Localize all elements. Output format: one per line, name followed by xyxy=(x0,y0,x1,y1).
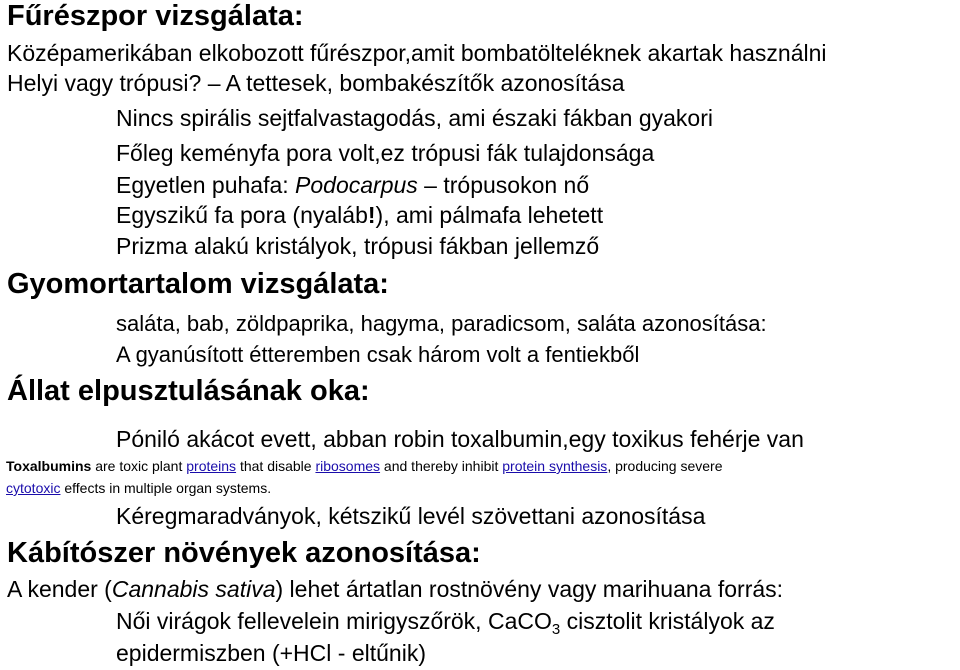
text-line: A gyanúsított étteremben csak három volt a fentiekből xyxy=(116,342,640,367)
text-line: Női virágok fellevelein mirigyszőrök, CaCO$_3$ cisztolit kristályok az xyxy=(116,608,775,638)
section-title-allat: Állat elpusztulásának oka: xyxy=(7,375,370,407)
section-title-kabitoszer: Kábítószer növények azonosítása: xyxy=(7,537,481,569)
text-line: Középamerikában elkobozott fűrészpor,amit bombatölteléknek akartak használni xyxy=(7,40,827,66)
text-line: Egyetlen puhafa: Podocarpus – trópusokon nő xyxy=(116,172,590,198)
section-title-fureszpor: Fűrészpor vizsgálata: xyxy=(7,0,304,32)
text-line: A kender (Cannabis sativa) lehet ártatlan rostnövény vagy marihuana forrás: xyxy=(7,576,784,602)
toxalbumin-note: Toxalbumins are toxic plant proteins that disable ribosomes and thereby inhibit protein synthesis, producing severe xyxy=(6,458,723,474)
text-line: Főleg keményfa pora volt,ez trópusi fák tulajdonsága xyxy=(116,140,655,166)
text-line: Helyi vagy trópusi? – A tettesek, bombakészítők azonosítása xyxy=(7,70,625,96)
text-line: Prizma alakú kristályok, trópusi fákban jellemző xyxy=(116,233,600,259)
species-name: Podocarpus xyxy=(295,172,418,198)
species-name: Cannabis sativa xyxy=(111,576,276,602)
link-protein-synthesis[interactable]: protein synthesis xyxy=(502,458,608,474)
text-line: Kéregmaradványok, kétszikű levél szövettani azonosítása xyxy=(116,503,706,529)
link-ribosomes[interactable]: ribosomes xyxy=(315,458,381,474)
text-line: Póniló akácot evett, abban robin toxalbumin,egy toxikus fehérje van xyxy=(116,426,804,452)
toxalbumin-note-cont: cytotoxic effects in multiple organ systems. xyxy=(6,480,272,496)
text-line: epidermiszben (+HCl - eltűnik) xyxy=(116,640,426,666)
text-line: saláta, bab, zöldpaprika, hagyma, paradicsom, saláta azonosítása: xyxy=(116,311,767,336)
section-title-gyomor: Gyomortartalom vizsgálata: xyxy=(7,268,389,300)
link-proteins[interactable]: proteins xyxy=(186,458,237,474)
text-line: Nincs spirális sejtfalvastagodás, ami északi fákban gyakori xyxy=(116,105,713,131)
link-cytotoxic[interactable]: cytotoxic xyxy=(6,480,61,496)
text-line: Egyszikű fa pora (nyaláb!), ami pálmafa lehetett xyxy=(116,202,604,228)
